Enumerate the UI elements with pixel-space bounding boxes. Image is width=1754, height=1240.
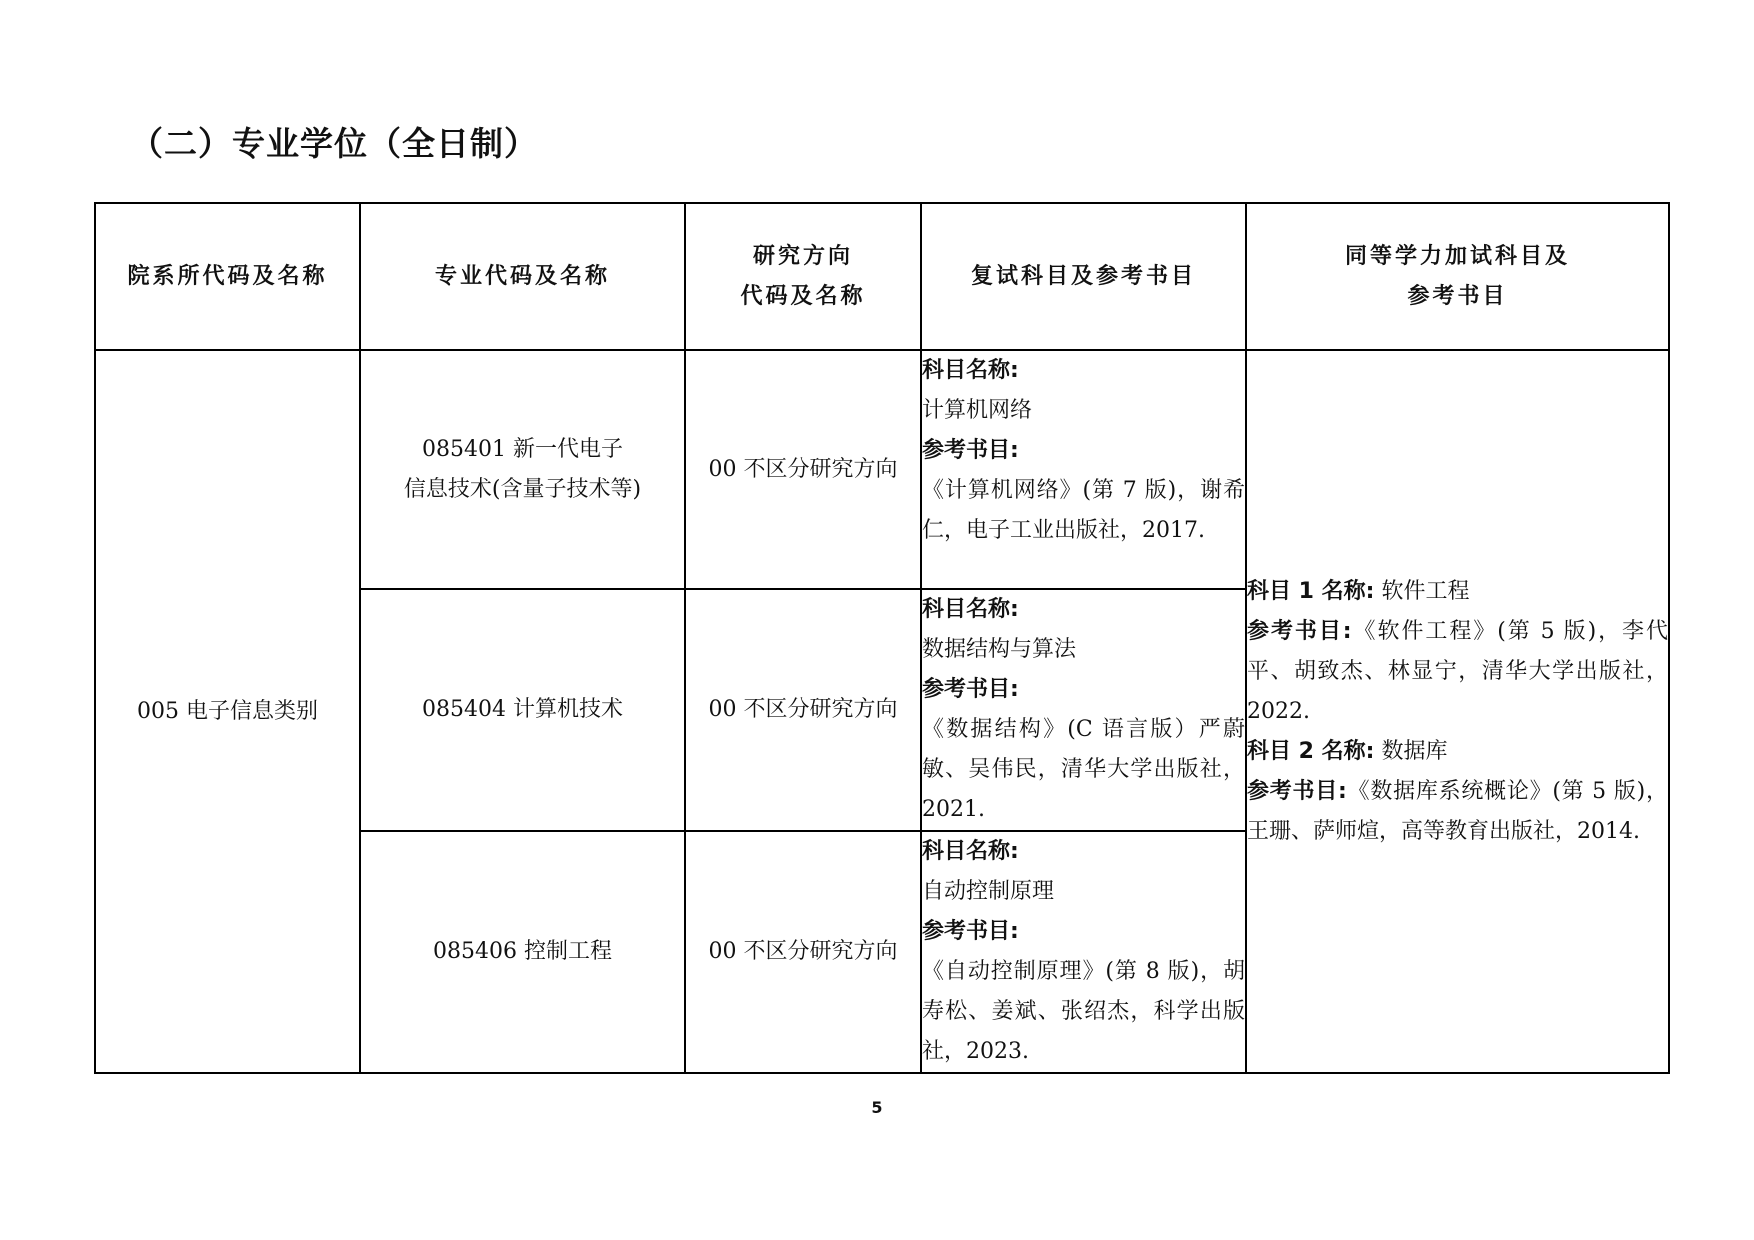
equiv-book1: 《软件工程》(第 5 版)，李代平、胡致杰、林显宁，清华大学出版社，2022. <box>1247 618 1668 724</box>
book-text: 《数据结构》(C 语言版）严蔚敏、吴伟民，清华大学出版社，2021. <box>922 717 1245 822</box>
header-major: 专业代码及名称 <box>360 203 685 350</box>
header-row <box>95 203 1669 350</box>
subject-name: 数据结构与算法 <box>922 637 1077 662</box>
header-equiv-line1: 同等学力加试科目及 <box>1344 243 1570 269</box>
page-title: （二）专业学位（全日制） <box>130 124 538 163</box>
major-cell <box>360 350 685 589</box>
header-direction-line1: 研究方向 <box>752 243 853 269</box>
direction-cell <box>685 350 921 589</box>
book-label: 参考书目: <box>922 677 1019 702</box>
major-line1: 085406 控制工程 <box>433 939 612 964</box>
major-line2: 信息技术(含量子技术等) <box>403 476 642 502</box>
book-label: 参考书目: <box>922 919 1019 944</box>
major-line1: 085404 计算机技术 <box>422 697 623 722</box>
direction-cell <box>685 831 921 1073</box>
dept-cell <box>95 350 360 1073</box>
equiv-subject2-label: 科目 2 名称: <box>1247 738 1375 764</box>
retest-cell <box>921 831 1246 1073</box>
equiv-book2-label: 参考书目: <box>1247 778 1347 804</box>
direction-text: 00 不区分研究方向 <box>708 939 898 964</box>
equiv-subject2: 数据库 <box>1381 738 1448 764</box>
header-retest: 复试科目及参考书目 <box>921 203 1246 350</box>
major-cell <box>360 589 685 831</box>
book-text: 《计算机网络》(第 7 版)，谢希仁，电子工业出版社，2017. <box>922 478 1245 543</box>
direction-text: 00 不区分研究方向 <box>708 456 898 482</box>
major-line1: 085401 新一代电子 <box>422 436 623 462</box>
book-label: 参考书目: <box>922 438 1019 463</box>
admissions-table <box>94 202 1670 1074</box>
header-direction <box>685 203 921 350</box>
direction-text: 00 不区分研究方向 <box>708 697 898 722</box>
dept-name: 005 电子信息类别 <box>137 698 318 724</box>
header-equiv-line2: 参考书目 <box>1407 283 1508 309</box>
subject-label: 科目名称: <box>922 597 1019 622</box>
subject-label: 科目名称: <box>922 358 1019 383</box>
equiv-book2: 《数据库系统概论》(第 5 版)，王珊、萨师煊，高等教育出版社，2014. <box>1247 778 1668 844</box>
header-dept: 院系所代码及名称 <box>95 203 360 350</box>
subject-label: 科目名称: <box>922 839 1019 864</box>
subject-name: 计算机网络 <box>922 398 1033 423</box>
equiv-subject1: 软件工程 <box>1381 578 1470 604</box>
retest-cell <box>921 589 1246 831</box>
major-cell <box>360 831 685 1073</box>
direction-cell <box>685 589 921 831</box>
table-row <box>95 350 1669 589</box>
header-direction-line2: 代码及名称 <box>740 283 866 309</box>
page-number: 5 <box>871 1098 883 1117</box>
header-equiv <box>1246 203 1669 350</box>
equiv-cell <box>1246 350 1669 1073</box>
subject-name: 自动控制原理 <box>922 879 1055 904</box>
retest-cell <box>921 350 1246 589</box>
equiv-book1-label: 参考书目: <box>1247 618 1352 644</box>
book-text: 《自动控制原理》(第 8 版)，胡寿松、姜斌、张绍杰，科学出版社，2023. <box>922 959 1245 1064</box>
equiv-subject1-label: 科目 1 名称: <box>1247 578 1375 604</box>
